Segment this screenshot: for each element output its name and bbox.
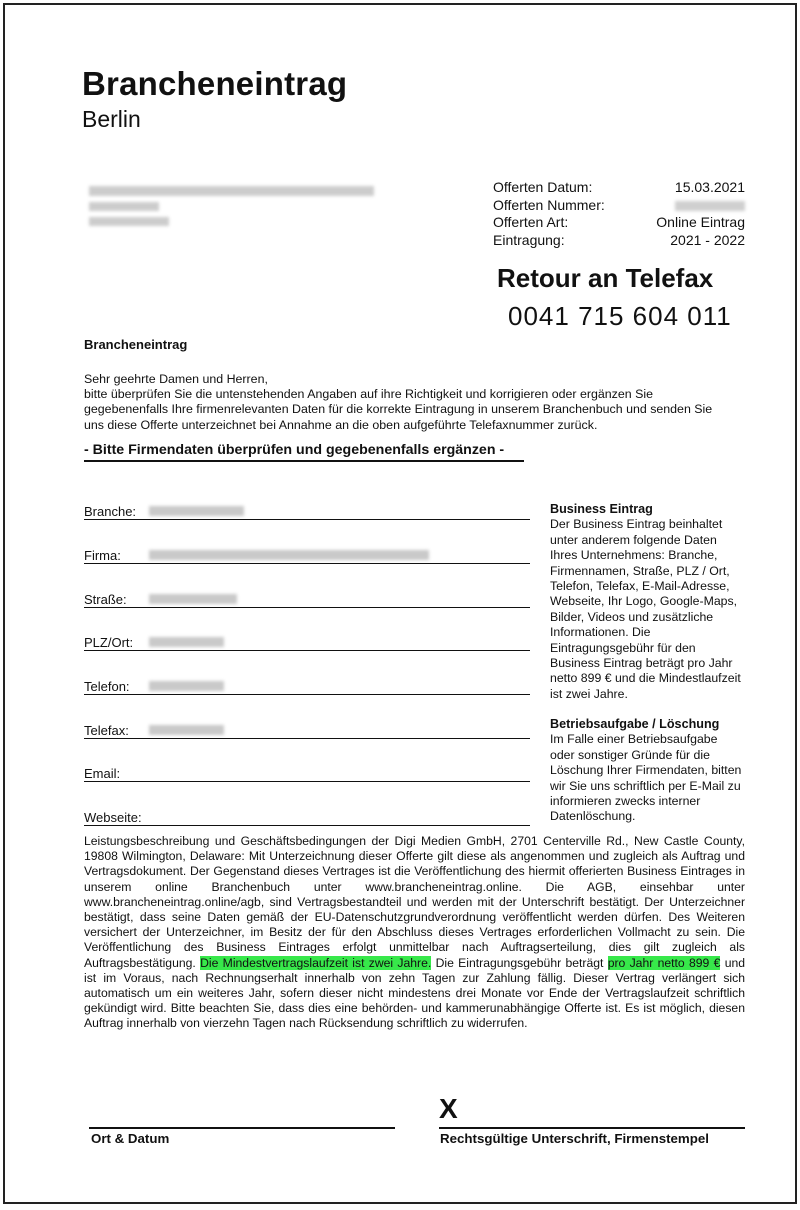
check-notice: - Bitte Firmendaten überprüfen und gegebenenfalls ergänzen - <box>84 442 505 458</box>
field-telefon-label: Telefon: <box>84 679 130 694</box>
fax-return-title: Retour an Telefax <box>497 263 714 293</box>
deletion-text: Im Falle einer Betriebsaufgabe oder sonstiger Gründe für die Löschung Ihrer Firmendaten, bitten wir Sie uns schriftlich per E-Mail zu informieren zwecks interner Datenlöschung. <box>550 732 742 824</box>
terms-text <box>84 834 745 1032</box>
offer-date-label: Offerten Datum: <box>493 179 593 195</box>
deletion-info <box>550 717 745 825</box>
offer-type-row <box>493 214 745 232</box>
field-telefon-value <box>149 681 224 691</box>
offer-period-value: 2021 - 2022 <box>670 231 745 248</box>
field-strasse[interactable] <box>84 587 530 608</box>
offer-document <box>3 3 797 1204</box>
offer-period-label: Eintragung: <box>493 231 565 248</box>
field-email-label: Email: <box>84 766 121 781</box>
terms-highlight-min-term: Die Mindestvertragslaufzeit ist zwei Jahre. <box>200 955 432 970</box>
intro-body: bitte überprüfen Sie die untenstehenden Angaben auf ihre Richtigkeit und korrigieren oder ergänzen Sie gegebenenfalls Ihre firmenrelevanten Daten für die korrekte Eintragung in unserem Branchenbuch und senden Sie uns diese Offerte unterzeichnet bei Annahme an die oben aufgeführte Telefaxnummer zurück. <box>84 387 713 432</box>
field-firma-label: Firma: <box>84 548 121 563</box>
terms-part-3: und ist im Voraus, nach Rechnungserhalt innerhalb von zehn Tagen zur Zahlung fällig. Dieser Vertrag verlängert sich automatisch um ein weiteres Jahr, sofern dieser nicht mindestens drei Monate vor Ende der Vertragslaufzeit schriftlich gekündigt wird. Bitte beachten Sie, dass dies eine behörden- und kammerunabhängige Offerte ist. Es ist möglich, diesen Auftrag innerhalb von vierzehn Tagen nach Rücksendung schriftlich zu widerrufen. <box>84 955 746 1031</box>
signature-mark: X <box>439 1093 458 1124</box>
field-telefon[interactable] <box>84 674 530 695</box>
field-webseite-label: Webseite: <box>84 810 142 825</box>
offer-date-row <box>493 179 745 197</box>
offer-type-label: Offerten Art: <box>493 214 569 230</box>
terms-part-1: Leistungsbeschreibung und Geschäftsbedingungen der Digi Medien GmbH, 2701 Centerville Rd., New Castle County, 19808 Wilmington, Delaware: Mit Unterzeichnung dieser Offerte gilt diese als angenommen und zugleich als Auftrag und Vertragsdokument. Der Gegenstand dieses Vertrages ist die Veröffentlichung des hiermit offerierten Business Eintrages in unserem online Branchenbuch unter www.brancheneintrag.online. Die AGB, einsehbar unter www.brancheneintrag.online/agb, sind Vertragsbestandteil und werden mit der Unterschrift bestätigt. Der Unterzeichner bestätigt, dass seine Daten gemäß der EU-Datenschutzgrundverordnung veröffentlicht werden dürfen. Des Weiteren versichert der Unterzeichner, im Besitz der für den Abschluss dieses Vertrages erforderlichen Vollmacht zu sein. Die Veröffentlichung des Business Eintrages erfolgt unmittelbar nach Auftragserteilung, dies gilt zugleich als Auftragsbestätigung. <box>84 834 745 970</box>
offer-type-value: Online Eintrag <box>656 214 745 230</box>
field-plz-ort[interactable] <box>84 630 530 651</box>
business-entry-title: Business Eintrag <box>550 502 653 516</box>
offer-date-value: 15.03.2021 <box>674 179 745 195</box>
field-webseite[interactable] <box>84 805 530 826</box>
field-branche-label: Branche: <box>84 504 137 519</box>
greeting: Sehr geehrte Damen und Herren, <box>84 372 268 386</box>
fax-number: 0041 715 604 011 <box>508 301 732 331</box>
offer-number-value <box>675 201 745 211</box>
field-branche-value <box>149 506 244 516</box>
field-telefax[interactable] <box>84 718 530 739</box>
check-notice-underline <box>84 460 524 462</box>
signature-line[interactable] <box>439 1127 745 1129</box>
field-email[interactable] <box>84 761 530 782</box>
deletion-title: Betriebsaufgabe / Löschung <box>550 717 720 731</box>
document-title: Brancheneintrag <box>82 65 348 102</box>
offer-meta <box>493 179 745 249</box>
business-entry-info <box>550 502 745 702</box>
field-strasse-value <box>149 594 237 604</box>
field-firma[interactable] <box>84 543 530 564</box>
terms-part-2: Die Eintragungsgebühr beträgt <box>435 955 604 970</box>
field-telefax-value <box>149 725 224 735</box>
field-plz-ort-value <box>149 637 224 647</box>
field-firma-value <box>149 550 429 560</box>
signature-label: Rechtsgültige Unterschrift, Firmenstempel <box>440 1131 709 1146</box>
field-plz-ort-label: PLZ/Ort: <box>84 635 134 650</box>
section-title: Brancheneintrag <box>84 337 188 352</box>
business-entry-text: Der Business Eintrag beinhaltet unter anderem folgende Daten Ihres Unternehmens: Branche, Firmennamen, Straße, PLZ / Ort, Telefon, Telefax, E-Mail-Adresse, Webseite, Ihr Logo, Google-Maps, Bilder, Videos und zusätzliche Informationen. Die Eintragungsgebühr für den Business Eintrag beträgt pro Jahr netto 899 € und die Mindestlaufzeit ist zwei Jahre. <box>550 517 741 701</box>
terms-highlight-fee: pro Jahr netto 899 € <box>607 955 721 970</box>
offer-number-row <box>493 197 745 215</box>
offer-period-row <box>493 232 745 250</box>
offer-number-label: Offerten Nummer: <box>493 196 605 213</box>
field-strasse-label: Straße: <box>84 592 127 607</box>
document-city: Berlin <box>82 106 141 132</box>
field-branche[interactable] <box>84 499 530 520</box>
place-date-label: Ort & Datum <box>91 1131 170 1146</box>
intro-text <box>84 372 734 433</box>
field-telefax-label: Telefax: <box>84 723 129 738</box>
place-date-line[interactable] <box>89 1127 395 1129</box>
